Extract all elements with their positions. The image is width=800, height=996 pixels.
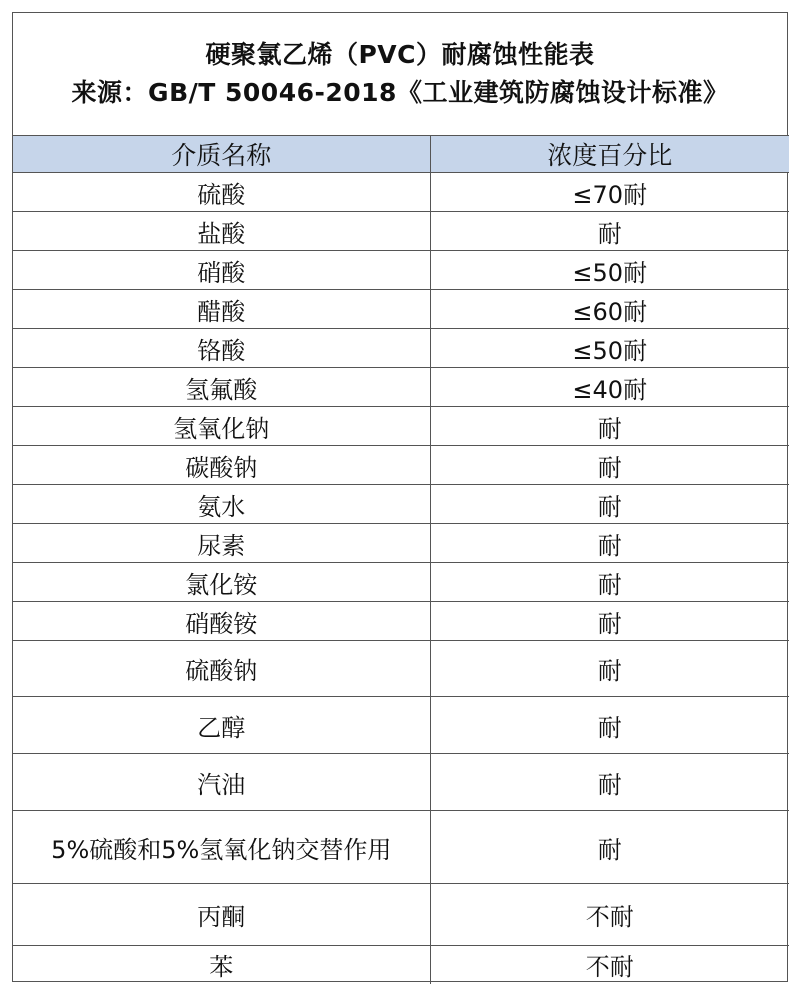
medium-name-cell: 醋酸 <box>13 290 430 329</box>
header-row <box>13 136 789 173</box>
resistance-cell: 耐 <box>430 641 789 697</box>
resistance-cell: 耐 <box>430 524 789 563</box>
medium-name-cell: 氨水 <box>13 485 430 524</box>
medium-name-cell: 硫酸钠 <box>13 641 430 697</box>
resistance-cell: ≤50耐 <box>430 329 789 368</box>
medium-name-cell: 铬酸 <box>13 329 430 368</box>
medium-name-cell: 硝酸 <box>13 251 430 290</box>
resistance-cell: 耐 <box>430 697 789 754</box>
table-row <box>13 212 789 251</box>
table-row <box>13 641 789 697</box>
resistance-cell: 耐 <box>430 212 789 251</box>
table-title: 硬聚氯乙烯（PVC）耐腐蚀性能表 <box>205 40 595 69</box>
table-row <box>13 602 789 641</box>
resistance-cell: ≤60耐 <box>430 290 789 329</box>
table-row <box>13 485 789 524</box>
resistance-cell: ≤70耐 <box>430 173 789 212</box>
medium-name-cell: 汽油 <box>13 754 430 811</box>
header-concentration: 浓度百分比 <box>430 136 789 173</box>
medium-name-cell: 碳酸钠 <box>13 446 430 485</box>
resistance-cell: 耐 <box>430 602 789 641</box>
medium-name-cell: 硫酸 <box>13 173 430 212</box>
resistance-cell: 耐 <box>430 563 789 602</box>
header-medium-name: 介质名称 <box>13 136 430 173</box>
medium-name-cell: 苯 <box>13 946 430 984</box>
resistance-cell: 耐 <box>430 446 789 485</box>
table-row <box>13 446 789 485</box>
medium-name-cell: 尿素 <box>13 524 430 563</box>
medium-name-cell: 氢氧化钠 <box>13 407 430 446</box>
resistance-cell: 耐 <box>430 485 789 524</box>
medium-name-cell: 丙酮 <box>13 884 430 946</box>
title-block <box>13 13 787 135</box>
medium-name-cell: 乙醇 <box>13 697 430 754</box>
table-row <box>13 524 789 563</box>
medium-name-cell: 5%硫酸和5%氢氧化钠交替作用 <box>13 811 430 884</box>
table-row <box>13 329 789 368</box>
resistance-cell: 耐 <box>430 811 789 884</box>
table-row <box>13 173 789 212</box>
medium-name-cell: 氢氟酸 <box>13 368 430 407</box>
resistance-cell: ≤40耐 <box>430 368 789 407</box>
table-row <box>13 251 789 290</box>
medium-name-cell: 氯化铵 <box>13 563 430 602</box>
table-row <box>13 368 789 407</box>
table-row <box>13 407 789 446</box>
resistance-cell: ≤50耐 <box>430 251 789 290</box>
table-source: 来源：GB/T 50046-2018《工业建筑防腐蚀设计标准》 <box>71 78 729 107</box>
table-row <box>13 946 789 984</box>
table-row <box>13 884 789 946</box>
resistance-cell: 耐 <box>430 407 789 446</box>
resistance-cell: 不耐 <box>430 884 789 946</box>
medium-name-cell: 硝酸铵 <box>13 602 430 641</box>
resistance-cell: 不耐 <box>430 946 789 984</box>
table-row <box>13 563 789 602</box>
table-row <box>13 811 789 884</box>
table-row <box>13 754 789 811</box>
corrosion-resistance-table <box>13 135 789 984</box>
table-row <box>13 290 789 329</box>
corrosion-table-frame <box>12 12 788 982</box>
resistance-cell: 耐 <box>430 754 789 811</box>
medium-name-cell: 盐酸 <box>13 212 430 251</box>
table-row <box>13 697 789 754</box>
